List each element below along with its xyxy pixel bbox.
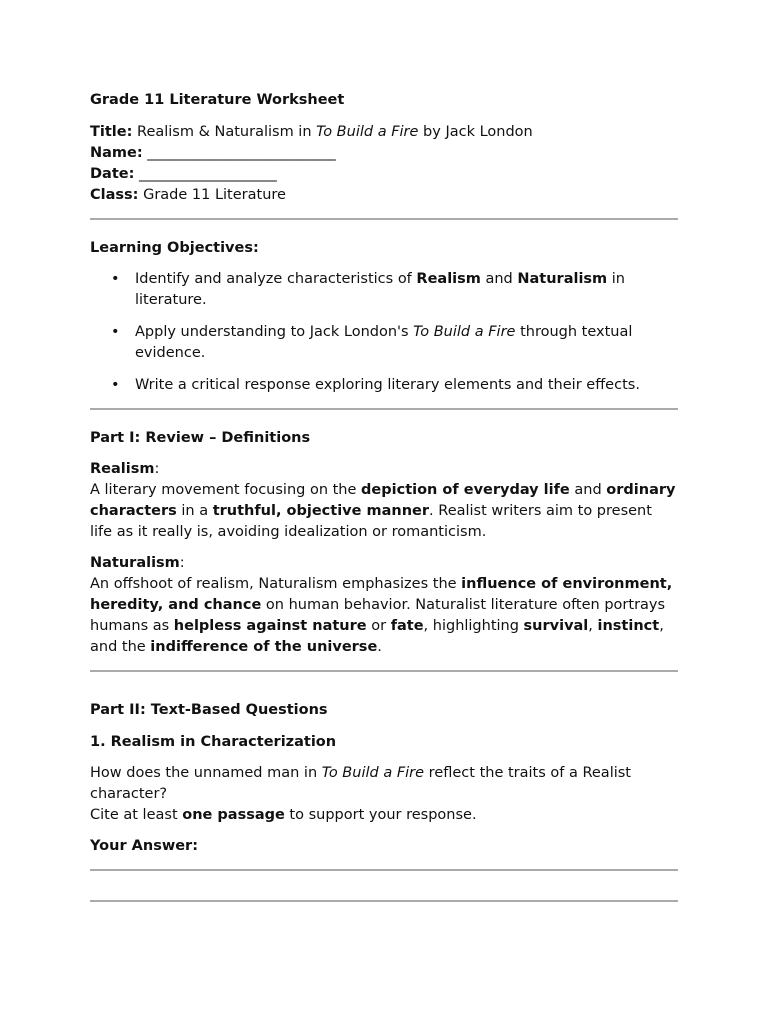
term-colon: : (154, 461, 160, 477)
bullet-icon: • (111, 377, 120, 393)
question1-heading: 1. Realism in Characterization (90, 734, 337, 750)
def-bold: fate (390, 618, 424, 634)
date-line (90, 164, 678, 185)
name-label: Name: (90, 145, 143, 161)
bullet-icon: • (111, 271, 120, 287)
def-bold: helpless against nature (173, 618, 367, 634)
def-bold: depiction of everyday life (361, 482, 570, 498)
objectives-heading: Learning Objectives: (90, 240, 259, 256)
def-text: A literary movement focusing on the (90, 482, 362, 498)
title-book: To Build a Fire (316, 124, 419, 140)
def-bold: instinct (597, 618, 660, 634)
naturalism-definition (90, 553, 678, 658)
def-text: . Realist writers aim to present life as it really is, avoiding idealization or romanticism. (90, 503, 652, 540)
divider (90, 670, 678, 672)
answer-line[interactable] (90, 869, 678, 871)
objective-text: in literature. (135, 271, 625, 308)
name-blank[interactable]: __________________________ (147, 145, 336, 161)
realism-term: Realism (90, 461, 155, 477)
term-colon: : (179, 555, 185, 571)
objective-bold: Naturalism (517, 271, 608, 287)
def-bold: indifference of the universe (150, 639, 378, 655)
answer-line[interactable] (90, 900, 678, 902)
class-line (90, 185, 678, 206)
class-label: Class: (90, 187, 139, 203)
objective-text: and (480, 271, 518, 287)
worksheet-title: Grade 11 Literature Worksheet (90, 92, 345, 108)
date-label: Date: (90, 166, 135, 182)
naturalism-text (90, 574, 678, 658)
naturalism-term: Naturalism (90, 555, 180, 571)
def-bold: influence of environment, heredity, and chance (90, 576, 673, 613)
date-blank[interactable]: ___________________ (139, 166, 277, 182)
question1-prompt (90, 763, 678, 805)
def-text: on human behavior. Naturalist literature often portrays humans as (90, 597, 666, 634)
question-bold: one passage (182, 807, 285, 823)
title-label: Title: (90, 124, 133, 140)
def-bold: ordinary characters (90, 482, 676, 519)
def-text: An offshoot of realism, Naturalism emphasizes the (90, 576, 462, 592)
realism-definition (90, 459, 678, 543)
def-bold: truthful, objective manner (212, 503, 430, 519)
class-value: Grade 11 Literature (143, 187, 286, 203)
list-item (90, 322, 678, 364)
divider (90, 218, 678, 220)
worksheet-page (90, 90, 678, 902)
objective-text: Write a critical response exploring literary elements and their effects. (135, 377, 640, 393)
list-item (90, 375, 678, 396)
title-text-pre: Realism & Naturalism in (137, 124, 317, 140)
def-text: or (366, 618, 391, 634)
question-text: How does the unnamed man in (90, 765, 322, 781)
objective-bold: Realism (416, 271, 481, 287)
def-text: and (569, 482, 607, 498)
answer-label: Your Answer: (90, 838, 199, 854)
objectives-list (90, 269, 678, 396)
question-text: Cite at least (90, 807, 183, 823)
question-text: reflect the traits of a Realist character? (90, 765, 631, 802)
name-line (90, 143, 678, 164)
objective-text: Apply understanding to Jack London's (135, 324, 414, 340)
def-text: in a (176, 503, 213, 519)
title-text-post: by Jack London (418, 124, 533, 140)
divider (90, 408, 678, 410)
objective-text: through textual evidence. (135, 324, 633, 361)
question1-instruction (90, 805, 678, 826)
list-item (90, 269, 678, 311)
def-text: . (377, 639, 382, 655)
def-text: , and the (90, 618, 664, 655)
part2-heading: Part II: Text-Based Questions (90, 702, 328, 718)
def-text: , highlighting (423, 618, 524, 634)
bullet-icon: • (111, 324, 120, 340)
question-italic: To Build a Fire (321, 765, 425, 781)
def-text: , (588, 618, 598, 634)
title-line (90, 122, 678, 143)
objective-italic: To Build a Fire (413, 324, 516, 340)
part1-heading: Part I: Review – Definitions (90, 430, 311, 446)
question-text: to support your response. (284, 807, 477, 823)
realism-text (90, 480, 678, 543)
def-bold: survival (523, 618, 589, 634)
objective-text: Identify and analyze characteristics of (135, 271, 417, 287)
